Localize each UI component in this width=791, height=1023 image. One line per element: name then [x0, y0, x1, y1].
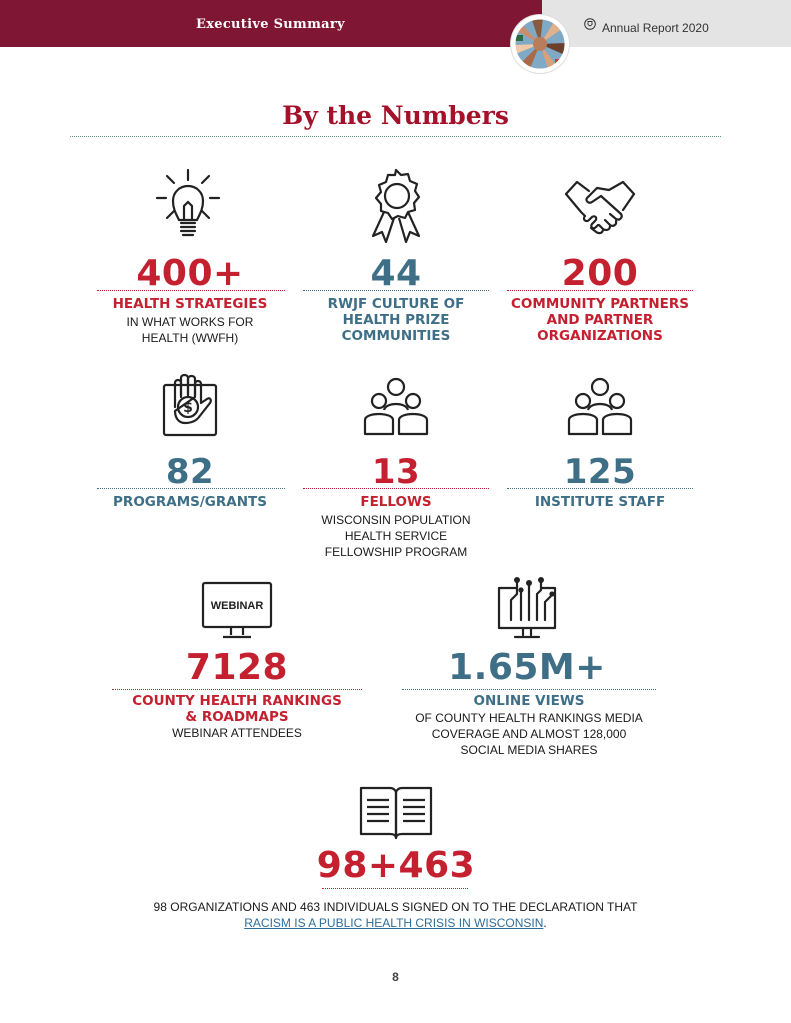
- stat-number: 200: [561, 253, 639, 294]
- stat-divider: [303, 488, 489, 489]
- stat-divider: [507, 488, 693, 489]
- stat-number: 13: [371, 452, 421, 492]
- declaration-text: 98 ORGANIZATIONS AND 463 INDIVIDUALS SIGNED ON TO THE DECLARATION THAT: [153, 900, 638, 914]
- stat-divider: [303, 290, 489, 291]
- stat-number: 98+463: [316, 845, 476, 886]
- handshake-icon: [563, 178, 637, 236]
- stat-label: PROGRAMS/GRANTS: [113, 494, 267, 510]
- stat-description: WEBINAR ATTENDEES: [172, 726, 302, 740]
- stat-description: OF COUNTY HEALTH RANKINGS MEDIA COVERAGE AND ALMOST 128,000 SOCIAL MEDIA SHARES: [415, 711, 643, 757]
- report-title: Annual Report 2020: [602, 21, 709, 35]
- stat-number: 125: [563, 452, 637, 492]
- stat-divider: [402, 689, 656, 690]
- title-divider: [70, 136, 721, 137]
- lightbulb-icon: [153, 168, 223, 240]
- hand-money-icon: [161, 373, 219, 439]
- stat-label: FELLOWS: [360, 494, 432, 510]
- hands-together-photo: [511, 15, 569, 73]
- stat-number: 1.65M+: [448, 647, 606, 688]
- declaration-period: .: [543, 916, 547, 930]
- stat-description: IN WHAT WORKS FOR HEALTH (WWFH): [126, 315, 254, 345]
- racism-declaration-link[interactable]: RACISM IS A PUBLIC HEALTH CRISIS IN WISCONSIN: [244, 916, 544, 930]
- section-title: Executive Summary: [196, 17, 345, 32]
- crest-icon: [584, 18, 596, 30]
- network-monitor-icon: [495, 572, 559, 640]
- declaration-note: [0, 899, 791, 931]
- stat-label: RWJF CULTURE OF HEALTH PRIZE COMMUNITIES: [327, 296, 465, 344]
- award-ribbon-icon: [361, 166, 431, 246]
- stat-divider: [322, 888, 468, 889]
- stat-number: 82: [165, 452, 215, 492]
- webinar-monitor-icon: [201, 581, 273, 641]
- header-bar: [0, 0, 542, 47]
- open-book-icon: [357, 784, 435, 842]
- svg-text:$: $: [183, 400, 193, 416]
- webinar-label: WEBINAR: [210, 600, 264, 612]
- page-number: 8: [392, 970, 399, 984]
- stat-number: 400+: [136, 253, 244, 294]
- stat-number: 44: [370, 253, 422, 294]
- stat-divider: [507, 290, 693, 291]
- stat-description: WISCONSIN POPULATION HEALTH SERVICE FELLOWSHIP PROGRAM: [321, 513, 471, 559]
- stat-label: ONLINE VIEWS: [473, 693, 585, 709]
- stat-label: COMMUNITY PARTNERS AND PARTNER ORGANIZATIONS: [511, 296, 689, 344]
- stat-label: COUNTY HEALTH RANKINGS & ROADMAPS: [132, 693, 342, 725]
- header-report-panel: [542, 0, 791, 47]
- stat-number: 7128: [185, 647, 289, 688]
- page-title: By the Numbers: [282, 101, 509, 130]
- stat-label: INSTITUTE STAFF: [534, 494, 666, 510]
- stat-label: HEALTH STRATEGIES: [112, 296, 268, 312]
- stat-divider: [97, 488, 285, 489]
- stat-divider: [97, 290, 285, 291]
- people-group-icon: [566, 376, 634, 436]
- people-group-icon: [362, 376, 430, 436]
- stat-divider: [112, 689, 362, 690]
